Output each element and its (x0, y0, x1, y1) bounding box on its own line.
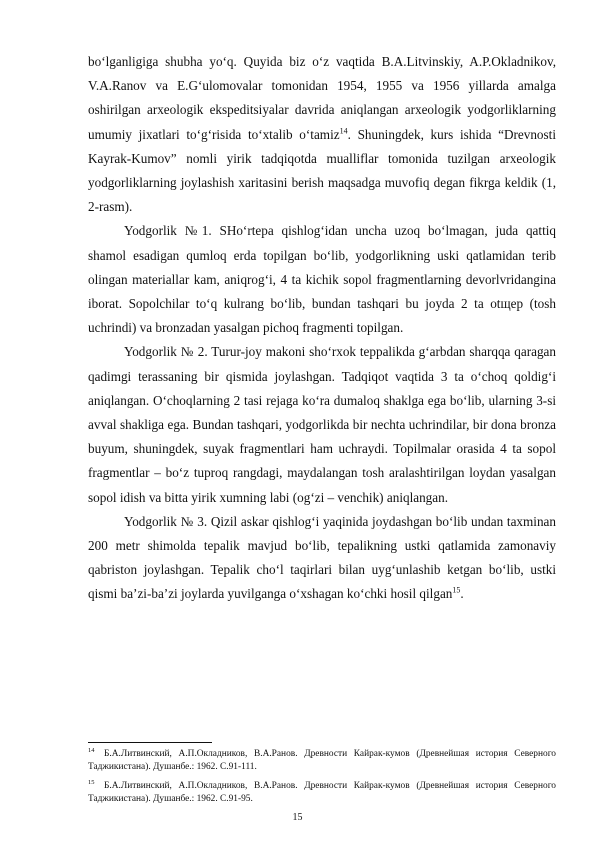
paragraph-monument-3-text: Yodgorlik № 3. Qizil askar qishlog‘i yaqinida joydashgan bo‘lib undan taxminan 200 metr shimolda tepalik mavjud bo‘lib, tepalikning ustki qatlamida zamonaviy qabriston joylashgan. Tepalik cho‘l taqirlari bilan uyg‘unlashib ketgan bo‘lib, ustki qismi ba’zi-ba’zi joylarda yuvilganga o‘xshagan ko‘chki hosil qilgan (88, 513, 556, 602)
footnotes (88, 748, 556, 812)
page-number: 15 (292, 812, 303, 823)
paragraph-1 (88, 50, 556, 219)
footnote-separator (88, 742, 212, 743)
footnote-15: $^{15}$ Б.А.Литвинский, А.П.Окладников, В.А.Ранов. Древности Кайрак-кумов (Древнейшая история Северного Таджикистана). Душанбе.: 1962. С.91-95. (88, 778, 556, 804)
footnote-ref-14[interactable]: 14 (339, 126, 348, 136)
paragraph-1-text: bo‘lganligiga shubha yo‘q. Quyida biz o‘z vaqtida B.A.Litvinskiy, A.P.Okladnikov, V.A.Ranov va E.G‘ulomovalar tomonidan 1954, 1955 va 1956 yillarda amalga oshirilgan arxeologik ekspeditsiyalar davrida aniqlangan arxeologik yodgorliklarning umumiy jixatlari to‘g‘risida to‘xtalib o‘tamiz (88, 54, 556, 142)
paragraph-monument-1: Yodgorlik №1. SHo‘rtepa qishlog‘idan uncha uzoq bo‘lmagan, juda qattiq shamol esadigan qumloq erda topilgan bo‘lib, yodgorlikning uski qatlamidan terib olingan materiallar kam, aniqrog‘i, 4 ta kichik sopol fragmentlarning devorlvridangina iborat. Sopolchilar to‘q kulrang bo‘lib, bundan tashqari bu joyda 2 ta otщер (tosh uchrindi) va bronzadan yasalgan pichoq fragmenti topilgan. (88, 223, 556, 336)
main-text (88, 50, 556, 607)
footnote-14: $^{14}$ Б.А.Литвинский, А.П.Окладников, В.А.Ранов. Древности Кайрак-кумов (Древнейшая история Северного Таджикистана). Душанбе.: 1962. С.91-111. (88, 746, 556, 772)
footnote-ref-15[interactable]: 15 (452, 586, 461, 596)
paragraph-monument-2: Yodgorlik № 2. Turur-joy makoni sho‘rxok teppalikda g‘arbdan sharqqa qaragan qadimgi terassaning bir qismida joylashgan. Tadqiqot vaqtida 3 ta o‘choq qoldig‘i aniqlangan. O‘choqlarning 2 tasi rejaga ko‘ra dumaloq shaklga ega bo‘lib, ularning 3-si avval shakliga ega. Bundan tashqari, yodgorlikda bir nechta uchrindilar, bir dona bronza buyum, shuningdek, suyak fragmentlari ham uchraydi. Topilmalar orasida 4 ta sopol fragmentlar – bo‘z tuproq rangdagi, maydalangan tosh aralashtirilgan loydan yasalgan sopol idish va bitta yirik xumning labi (og‘zi – venchik) aniqlangan. (88, 344, 556, 505)
footnote-text: Б.А.Литвинский, А.П.Окладников, В.А.Ранов. Древности Кайрак-кумов (Древнейшая история Северного Таджикистана). Душанбе.: 1962. С.91-95. (88, 781, 556, 804)
paragraph-monument-3 (88, 510, 556, 607)
footnote-text: Б.А.Литвинский, А.П.Окладников, В.А.Ранов. Древности Кайрак-кумов (Древнейшая история Северного Таджикистана). Душанбе.: 1962. С.91-111. (88, 749, 556, 772)
paragraph-1-text-continued: . Shuningdek, kurs ishida “Drevnosti Kayrak-Kumov” nomli yirik tadqiqotda mualliflar tomonida tuzilgan arxeologik yodgorliklarning joylashish xaritasini berish maqsadga muvofiq degan fikrga keldik (1, 2-rasm). (88, 126, 556, 215)
paragraph-monument-3-end: . (460, 586, 464, 602)
